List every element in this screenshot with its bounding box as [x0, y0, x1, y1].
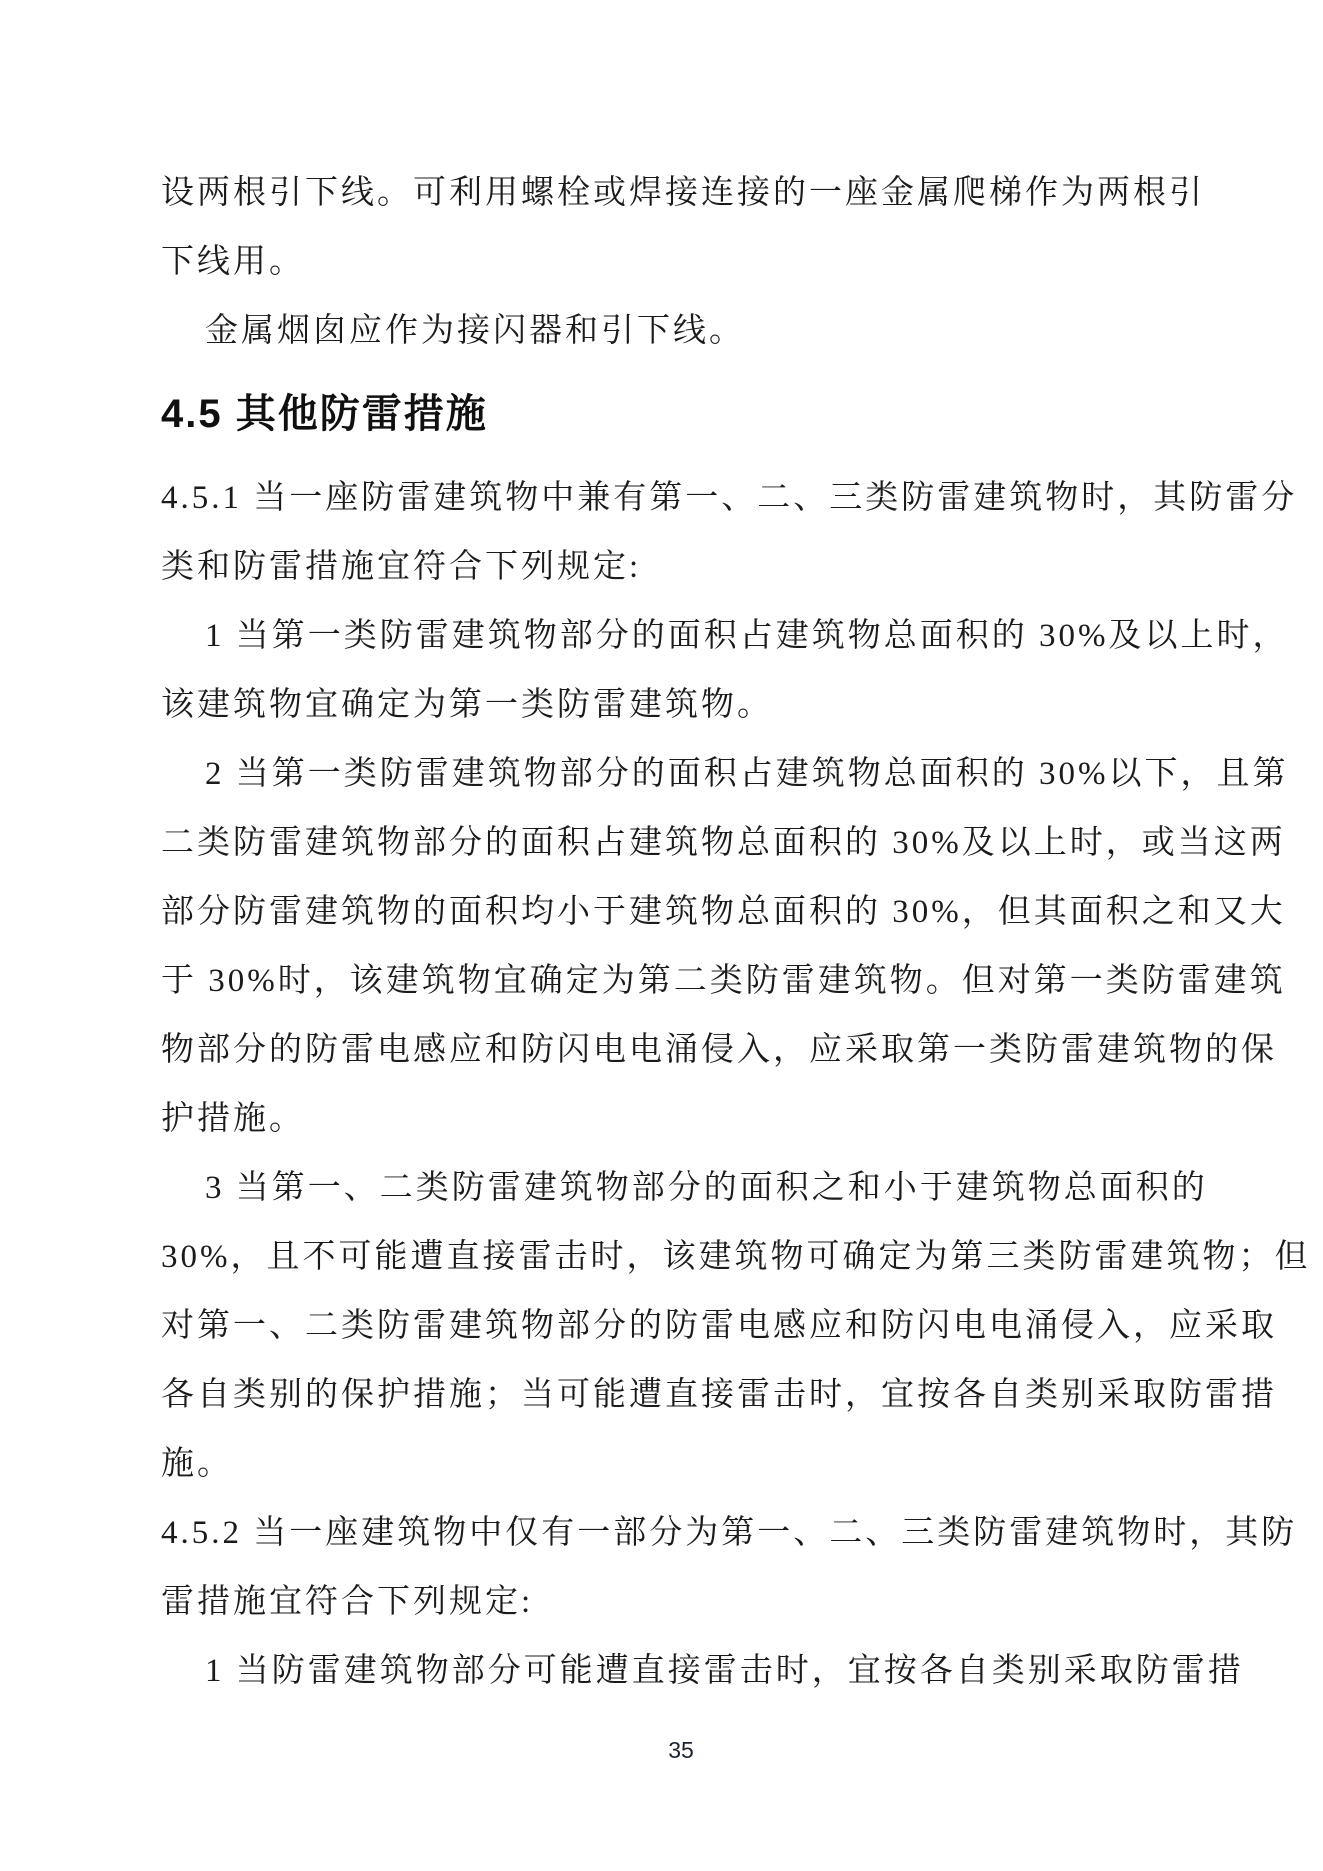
- paragraph-line: 施。: [161, 1446, 233, 1482]
- paragraph-line: 各自类别的保护措施；当可能遭直接雷击时，宜按各自类别采取防雷措: [161, 1377, 1277, 1413]
- paragraph-line: 于 30%时，该建筑物宜确定为第二类防雷建筑物。但对第一类防雷建筑: [161, 963, 1286, 999]
- paragraph-line: 二类防雷建筑物部分的面积占建筑物总面积的 30%及以上时，或当这两: [161, 825, 1286, 861]
- list-item-1-line: 1 当第一类防雷建筑物部分的面积占建筑物总面积的 30%及以上时，: [205, 618, 1289, 654]
- document-body: [161, 159, 1311, 1706]
- paragraph-line: 金属烟囱应作为接闪器和引下线。: [205, 313, 745, 349]
- paragraph-line: 设两根引下线。可利用螺栓或焊接连接的一座金属爬梯作为两根引: [161, 175, 1205, 211]
- section-heading: 4.5 其他防雷措施: [161, 392, 488, 436]
- list-item-3-line: 3 当第一、二类防雷建筑物部分的面积之和小于建筑物总面积的: [205, 1170, 1208, 1206]
- paragraph-line: 30%，且不可能遭直接雷击时，该建筑物可确定为第三类防雷建筑物；但: [161, 1239, 1311, 1275]
- page-number: 35: [668, 1737, 694, 1763]
- paragraph-line: 类和防雷措施宜符合下列规定:: [161, 549, 642, 585]
- paragraph-line: 部分防雷建筑物的面积均小于建筑物总面积的 30%，但其面积之和又大: [161, 894, 1286, 930]
- paragraph-line: 该建筑物宜确定为第一类防雷建筑物。: [161, 687, 773, 723]
- paragraph-line: 物部分的防雷电感应和防闪电电涌侵入，应采取第一类防雷建筑物的保: [161, 1032, 1277, 1068]
- paragraph-line: 护措施。: [161, 1101, 305, 1137]
- list-item-2-line: 2 当第一类防雷建筑物部分的面积占建筑物总面积的 30%以下，且第: [205, 756, 1289, 792]
- list-item-1-line: 1 当防雷建筑物部分可能遭直接雷击时，宜按各自类别采取防雷措: [205, 1653, 1244, 1689]
- paragraph-line: 下线用。: [161, 244, 305, 280]
- paragraph-line: 雷措施宜符合下列规定:: [161, 1584, 534, 1620]
- clause-4-5-2-line: 4.5.2 当一座建筑物中仅有一部分为第一、二、三类防雷建筑物时，其防: [161, 1515, 1298, 1551]
- paragraph-line: 对第一、二类防雷建筑物部分的防雷电感应和防闪电电涌侵入，应采取: [161, 1308, 1277, 1344]
- clause-4-5-1-line: 4.5.1 当一座防雷建筑物中兼有第一、二、三类防雷建筑物时，其防雷分: [161, 480, 1298, 516]
